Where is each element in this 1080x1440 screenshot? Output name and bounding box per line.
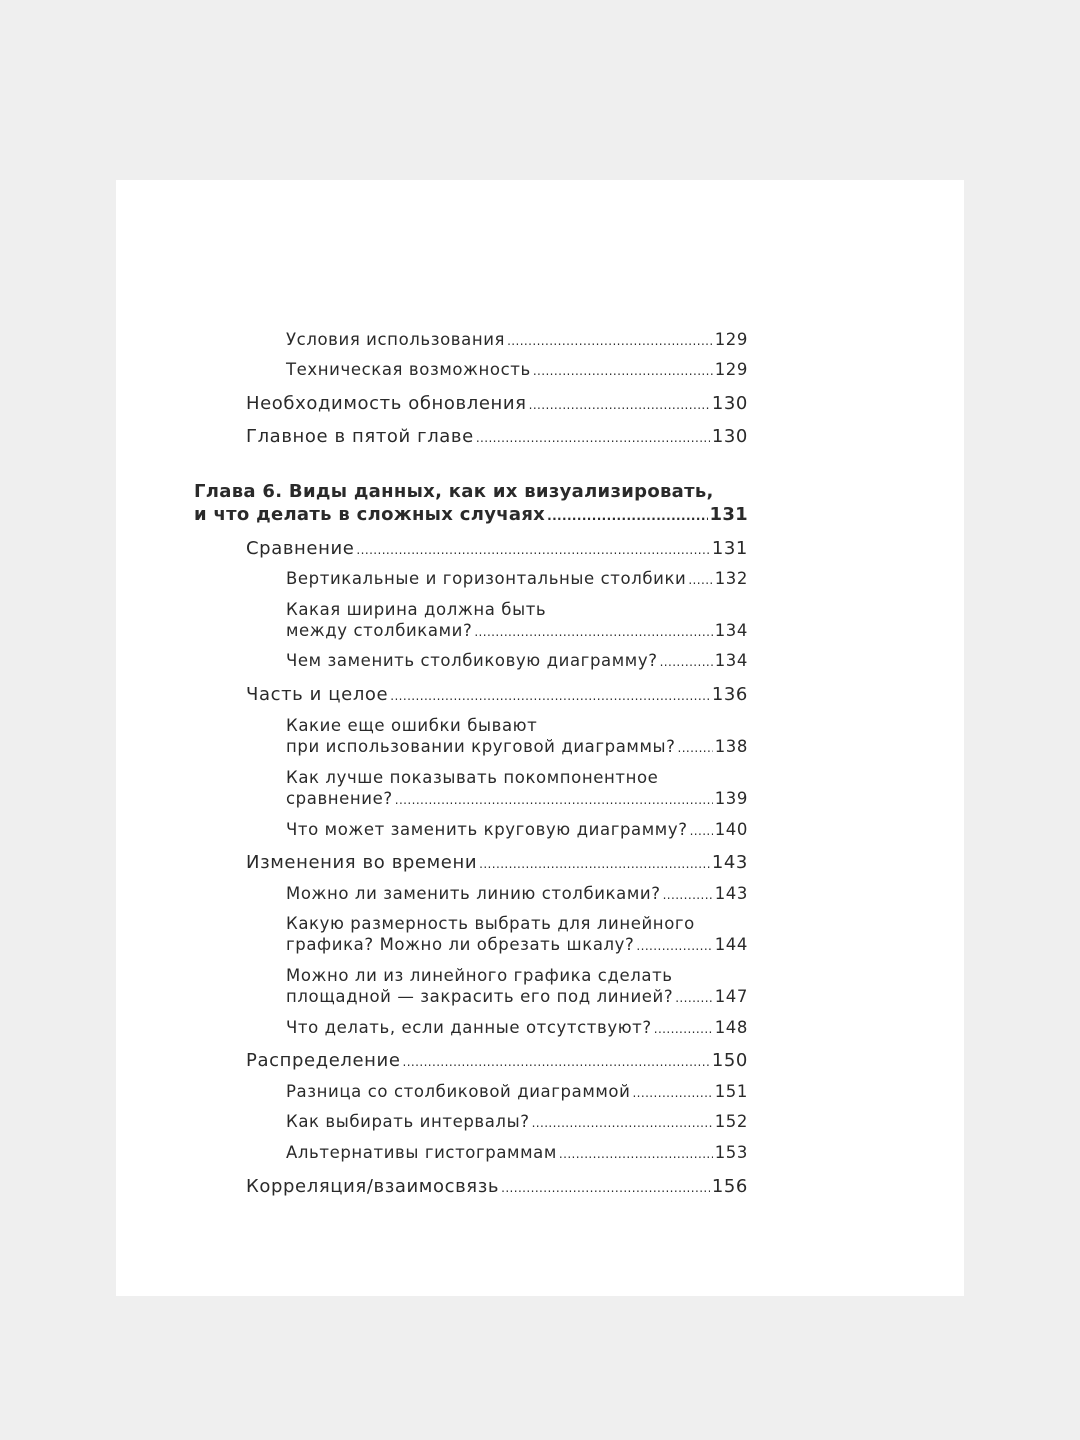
toc-entry — [286, 987, 748, 1006]
toc-entry — [286, 737, 748, 756]
dot-leader — [479, 857, 710, 871]
toc-entry-title: Корреляция/взаимосвязь — [246, 1176, 500, 1197]
toc-entry-page: 129 — [714, 330, 748, 349]
toc-entry — [286, 1143, 748, 1162]
dot-leader — [395, 793, 713, 807]
chapter-title-line1: Глава 6. Виды данных, как их визуализировать, — [194, 481, 714, 502]
book-page — [116, 180, 964, 1296]
toc-entry-title-line1: Какие еще ошибки бывают — [286, 716, 538, 735]
dot-leader — [356, 543, 709, 557]
toc-entry-title-line1: Как лучше показывать покомпонентное — [286, 768, 659, 787]
toc-entry-title: Можно ли заменить линию столбиками? — [286, 884, 661, 903]
dot-leader — [390, 689, 710, 703]
toc-entry-page: 148 — [714, 1018, 748, 1037]
toc-entry-page: 138 — [714, 737, 748, 756]
dot-leader — [532, 1116, 713, 1130]
toc-entry-title: Техническая возможность — [286, 360, 531, 379]
toc-entry — [246, 852, 748, 873]
dot-leader — [688, 573, 712, 587]
toc-entry — [246, 538, 748, 559]
toc-entry — [246, 1050, 748, 1071]
toc-entry-page: 147 — [714, 987, 748, 1006]
dot-leader — [474, 625, 712, 639]
toc-entry-page: 134 — [714, 651, 748, 670]
toc-entry-page: 153 — [714, 1143, 748, 1162]
toc-entry-page: 132 — [714, 569, 748, 588]
dot-leader — [559, 1147, 713, 1161]
toc-entry-title-line1: Можно ли из линейного графика сделать — [286, 966, 673, 985]
toc-entry — [286, 1018, 748, 1037]
toc-entry-page: 129 — [714, 360, 748, 379]
toc-entry — [286, 789, 748, 808]
toc-entry — [286, 935, 748, 954]
toc-entry — [286, 330, 748, 349]
dot-leader — [507, 334, 713, 348]
toc-entry-page: 139 — [714, 789, 748, 808]
toc-entry — [286, 820, 748, 839]
toc-entry — [286, 1112, 748, 1131]
toc-entry-page: 140 — [714, 820, 748, 839]
dot-leader — [501, 1181, 710, 1195]
toc-entry-title: Разница со столбиковой диаграммой — [286, 1082, 631, 1101]
toc-entry-page: 134 — [714, 621, 748, 640]
toc-entry-title: Условия использования — [286, 330, 506, 349]
toc-entry — [246, 1176, 748, 1197]
toc-entry-page: 150 — [711, 1050, 748, 1071]
toc-entry-title: Альтернативы гистограммам — [286, 1143, 557, 1162]
toc-entry-title: Что делать, если данные отсутствуют? — [286, 1018, 652, 1037]
toc-entry-title: между столбиками? — [286, 621, 473, 640]
toc-entry-title: Вертикальные и горизонтальные столбики — [286, 569, 687, 588]
chapter-title: и что делать в сложных случаях — [194, 504, 546, 525]
toc-entry — [286, 884, 748, 903]
toc-entry-title: Изменения во времени — [246, 852, 478, 873]
toc-entry-title: Сравнение — [246, 538, 355, 559]
toc-entry — [286, 621, 748, 640]
toc-entry-page: 136 — [711, 684, 748, 705]
dot-leader — [476, 431, 710, 445]
toc-entry-title: Необходимость обновления — [246, 393, 527, 414]
dot-leader — [636, 939, 712, 953]
toc-entry-page: 144 — [714, 935, 748, 954]
toc-entry — [246, 426, 748, 447]
dot-leader — [529, 398, 710, 412]
toc-entry-page: 151 — [714, 1082, 748, 1101]
toc-entry-page: 143 — [711, 852, 748, 873]
toc-entry — [286, 1082, 748, 1101]
toc-entry-title: при использовании круговой диаграммы? — [286, 737, 676, 756]
dot-leader — [660, 655, 713, 669]
dot-leader — [632, 1086, 712, 1100]
dot-leader — [533, 364, 713, 378]
toc-entry-title-line1: Какую размерность выбрать для линейного — [286, 914, 695, 933]
dot-leader — [675, 991, 712, 1005]
dot-leader — [654, 1022, 713, 1036]
dot-leader — [663, 888, 713, 902]
toc-entry-title: Распределение — [246, 1050, 401, 1071]
toc-entry — [246, 393, 748, 414]
toc-entry-title: Главное в пятой главе — [246, 426, 474, 447]
toc-entry — [246, 684, 748, 705]
dot-leader — [678, 741, 713, 755]
toc-entry-title: Чем заменить столбиковую диаграмму? — [286, 651, 658, 670]
toc-entry-title: Часть и целое — [246, 684, 389, 705]
toc-entry-title: площадной — закрасить его под линией? — [286, 987, 674, 1006]
toc-entry-page: 131 — [711, 538, 748, 559]
toc-entry-page: 130 — [711, 393, 748, 414]
toc-entry-page: 130 — [711, 426, 748, 447]
toc-entry-title-line1: Какая ширина должна быть — [286, 600, 547, 619]
chapter-page: 131 — [709, 504, 748, 525]
toc-entry-title: графика? Можно ли обрезать шкалу? — [286, 935, 635, 954]
toc-entry-title: Как выбирать интервалы? — [286, 1112, 530, 1131]
dot-leader — [690, 824, 713, 838]
dot-leader — [403, 1055, 710, 1069]
toc-entry — [286, 569, 748, 588]
toc-entry-title: Что может заменить круговую диаграмму? — [286, 820, 688, 839]
chapter-heading — [194, 504, 748, 525]
toc-entry — [286, 651, 748, 670]
dot-leader — [547, 509, 707, 523]
toc-entry-page: 143 — [714, 884, 748, 903]
toc-entry-page: 156 — [711, 1176, 748, 1197]
toc-entry — [286, 360, 748, 379]
toc-entry-page: 152 — [714, 1112, 748, 1131]
toc-entry-title: сравнение? — [286, 789, 393, 808]
